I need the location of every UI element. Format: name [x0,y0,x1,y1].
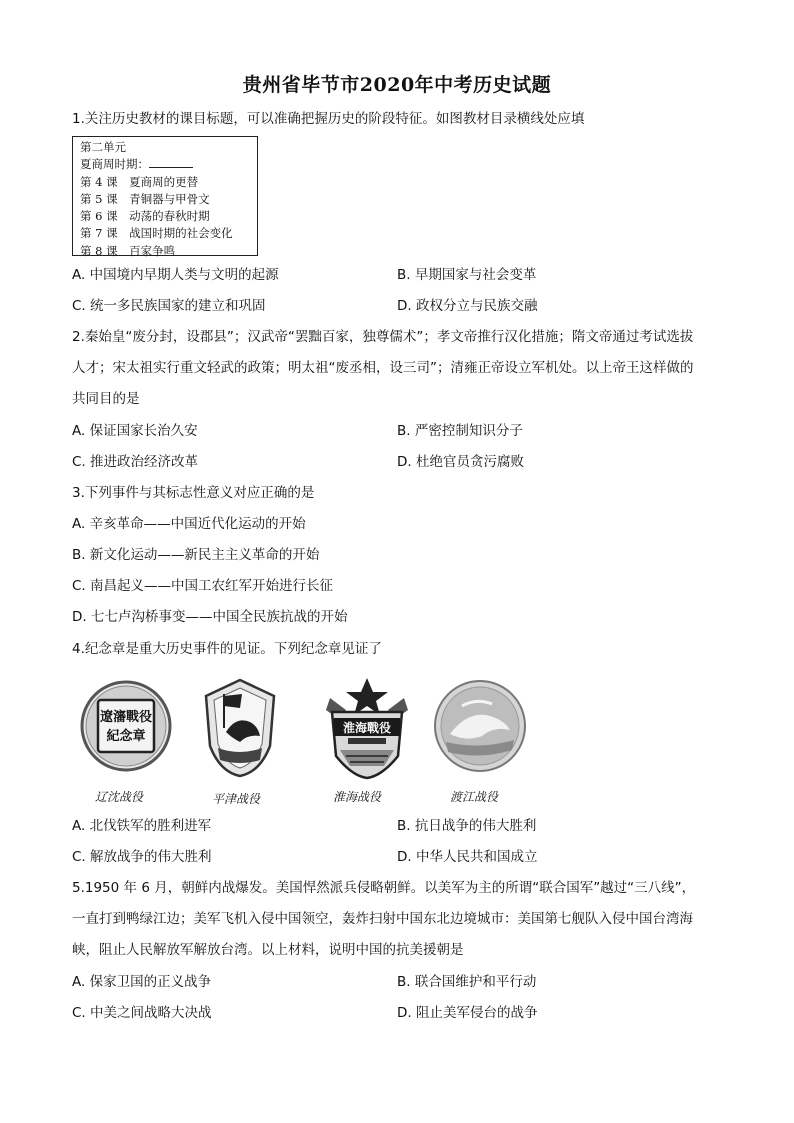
q4-option-c: C. 解放战争的伟大胜利 [72,849,212,865]
box-lesson: 第 4 课 夏商周的更替 [80,174,199,189]
medal-inscription: 淮海戰役 [342,721,392,735]
q2-stem-line: 人才；宋太祖实行重文轻武的政策；明太祖“废丞相，设三司”；清雍正帝设立军机处。以上帝王这样做的 [72,360,694,376]
q3-option-b: B. 新文化运动——新民主主义革命的开始 [72,547,320,563]
q1-option-d: D. 政权分立与民族交融 [397,298,538,314]
medal-caption-liaoshen: 辽沈战役 [95,790,144,804]
q2-option-a: A. 保证国家长治久安 [72,423,198,439]
q5-option-b: B. 联合国维护和平行动 [397,974,537,990]
q3-option-a: A. 辛亥革命——中国近代化运动的开始 [72,516,306,532]
dujiang-medal-image [432,676,528,776]
q1-option-c: C. 统一多民族国家的建立和巩固 [72,298,266,314]
pingjin-medal-image [200,676,280,780]
medal-caption-pingjin: 平津战役 [212,792,261,806]
q1-option-b: B. 早期国家与社会变革 [397,267,537,283]
liaoshen-medal-image [78,676,174,776]
box-period-line [80,156,257,173]
q4-option-b: B. 抗日战争的伟大胜利 [397,818,537,834]
huaihai-medal-image [322,676,412,780]
q5-option-a: A. 保家卫国的正义战争 [72,974,212,990]
q3-option-d: D. 七七卢沟桥事变——中国全民族抗战的开始 [72,609,348,625]
q2-stem-line: 共同目的是 [72,391,140,407]
page-title: 贵州省毕节市2020年中考历史试题 [242,74,552,96]
q4-stem: 4.纪念章是重大历史事件的见证。下列纪念章见证了 [72,641,382,657]
medals-figure [0,676,794,806]
textbook-contents-box [72,136,258,256]
q5-stem-line: 5.1950 年 6 月，朝鲜内战爆发。美国悍然派兵侵略朝鲜。以美军为主的所谓“联合国军”越过“三八线”， [72,880,696,896]
medal-caption-huaihai: 淮海战役 [333,790,382,804]
q3-option-c: C. 南昌起义——中国工农红军开始进行长征 [72,578,334,594]
box-period: 夏商周时期： [80,157,149,172]
q2-option-c: C. 推进政治经济改革 [72,454,199,470]
q1-stem: 1.关注历史教材的课目标题，可以准确把握历史的阶段特征。如图教材目录横线处应填 [72,111,585,127]
q5-option-c: C. 中美之间战略大决战 [72,1005,212,1021]
box-lesson: 第 8 课 百家争鸣 [80,243,176,258]
q1-option-a: A. 中国境内早期人类与文明的起源 [72,267,279,283]
box-lesson: 第 5 课 青铜器与甲骨文 [80,191,210,206]
q5-stem-line: 峡，阻止人民解放军解放台湾。以上材料，说明中国的抗美援朝是 [72,942,464,958]
medal-caption-dujiang: 渡江战役 [450,790,499,804]
q4-option-d: D. 中华人民共和国成立 [397,849,538,865]
q2-stem-line: 2.秦始皇“废分封，设郡县”；汉武帝“罢黜百家，独尊儒术”；孝文帝推行汉化措施；隋文帝通过考试选拔 [72,329,694,345]
q5-option-d: D. 阻止美军侵台的战争 [397,1005,538,1021]
medal-inscription: 遼瀋戰役 [99,710,153,725]
q3-stem: 3.下列事件与其标志性意义对应正确的是 [72,485,315,501]
box-unit: 第二单元 [80,140,126,154]
medal-inscription: 紀念章 [106,729,146,744]
q4-option-a: A. 北伐铁军的胜利进军 [72,818,212,834]
q5-stem-line: 一直打到鸭绿江边；美军飞机入侵中国领空，轰炸扫射中国东北边境城市：美国第七舰队入侵中国台湾海 [72,911,693,927]
q2-option-d: D. 杜绝官员贪污腐败 [397,454,524,470]
q2-option-b: B. 严密控制知识分子 [397,423,523,439]
box-lesson: 第 7 课 战国时期的社会变化 [80,226,233,241]
box-lesson: 第 6 课 动荡的春秋时期 [80,209,210,224]
answer-blank [149,157,193,168]
